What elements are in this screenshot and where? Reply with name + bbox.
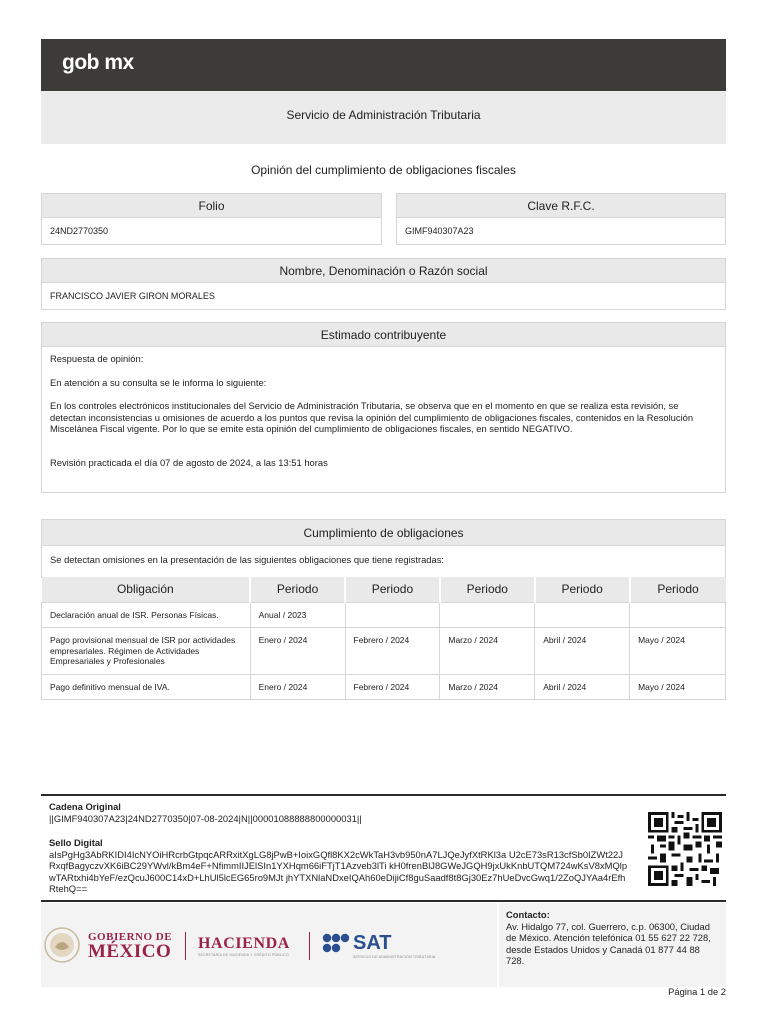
obligations-table xyxy=(41,577,726,700)
gobierno-text: GOBIERNO DE xyxy=(88,931,173,943)
obligations-header-row xyxy=(42,577,726,602)
sello-digital xyxy=(49,837,629,895)
qr-code-icon xyxy=(648,812,722,886)
cadena-value: ||GIMF940307A23|24ND2770350|07-08-2024|N||00001088888800000031|| xyxy=(49,812,362,824)
estimado-body xyxy=(42,347,725,486)
table-cell xyxy=(630,602,726,628)
logo-separator xyxy=(185,932,186,960)
folio-value: 24ND2770350 xyxy=(50,226,109,236)
name-value: FRANCISCO JAVIER GIRON MORALES xyxy=(50,291,215,301)
hacienda-text: HACIENDA xyxy=(198,935,290,952)
logo-separator xyxy=(309,932,310,960)
divider xyxy=(41,794,726,796)
table-cell xyxy=(345,602,440,628)
estimado-p4: Revisión practicada el día 07 de agosto de 2024, a las 13:51 horas xyxy=(50,456,328,468)
estimado-p2: En atención a su consulta se le informa lo siguiente: xyxy=(50,376,267,388)
sat-text: SAT xyxy=(353,932,392,954)
estimado-p1: Respuesta de opinión: xyxy=(50,353,144,364)
table-cell: Anual / 2023 xyxy=(250,602,345,628)
table-cell: Enero / 2024 xyxy=(250,674,345,700)
rfc-value: GIMF940307A23 xyxy=(405,226,474,236)
contact-label: Contacto: xyxy=(506,909,550,920)
table-cell: Abril / 2024 xyxy=(535,628,630,675)
table-cell: Marzo / 2024 xyxy=(440,628,535,675)
table-row xyxy=(42,674,726,700)
sello-label: Sello Digital xyxy=(49,837,103,848)
gobmx-header xyxy=(41,39,726,91)
sat-subtitle: SERVICIO DE ADMINISTRACIÓN TRIBUTARIA xyxy=(353,955,436,959)
table-cell: Mayo / 2024 xyxy=(630,628,726,675)
agency-name: Servicio de Administración Tributaria xyxy=(286,108,481,122)
name-box xyxy=(41,258,726,310)
table-row xyxy=(42,602,726,628)
table-cell: Pago provisional mensual de ISR por actividades empresariales. Régimen de Actividades Empresariales y Profesionales xyxy=(42,628,251,675)
cumplimiento-intro: Se detectan omisiones en la presentación de las siguientes obligaciones que tiene registradas: xyxy=(50,554,445,565)
hacienda-subtitle: SECRETARÍA DE HACIENDA Y CRÉDITO PÚBLICO xyxy=(198,953,289,957)
cadena-label: Cadena Original xyxy=(49,801,121,812)
rfc-label: Clave R.F.C. xyxy=(397,194,725,218)
mexico-text: MÉXICO xyxy=(88,941,172,962)
contact-text: Av. Hidalgo 77, col. Guerrero, c.p. 06300, Ciudad de México. Atención telefónica 01 55 627 22 728, desde Estados Unidos y Canadá 01 877 44 88 728. xyxy=(506,920,711,966)
table-cell: Febrero / 2024 xyxy=(345,674,440,700)
document-title: Opinión del cumplimiento de obligaciones fiscales xyxy=(251,163,516,177)
estimado-label: Estimado contribuyente xyxy=(42,323,725,347)
national-seal-icon xyxy=(43,925,81,965)
col-periodo: Periodo xyxy=(630,577,726,602)
cumplimiento-box xyxy=(41,519,726,578)
table-cell: Enero / 2024 xyxy=(250,628,345,675)
table-cell: Mayo / 2024 xyxy=(630,674,726,700)
folio-box xyxy=(41,193,382,245)
col-periodo: Periodo xyxy=(535,577,630,602)
table-cell xyxy=(440,602,535,628)
col-periodo: Periodo xyxy=(250,577,345,602)
page-number: Página 1 de 2 xyxy=(668,986,726,997)
gobmx-logo[interactable]: gob mx xyxy=(62,51,134,74)
agency-band xyxy=(41,91,726,144)
table-cell xyxy=(535,602,630,628)
col-periodo: Periodo xyxy=(345,577,440,602)
folio-label: Folio xyxy=(42,194,381,218)
table-row xyxy=(42,628,726,675)
sello-value: aIsPgHg3AbRKIDI4IcNYOiHRcrbGtpqcARRxitXgLG8jPwB+IoixGQfl8KX2cWkTaH3vb950nA7LJQeJyfXtRKl3a U2cE73sR13cfSb0IZWt22JRxqfBagyczvXK6iBC29YWvl/kBm4eF+NfimmIIJElSIn1YXHqm66iFTjT1Azveb3lTi kH0frenBlJ8GWeJGQH9jxUkKnbUTQM724wKsV8xMQlpwTARtxhi4bYeF/ezQcuJ600C14xD+LhUl5lcEG65ro9MJt jhYTXNlaNDxeIQAh60eDijiCf8guSaadf8t8Gj30Ez7hUeDvcGwq1/2ZoQJYAa4rEfhRtehQ== xyxy=(49,848,628,894)
contact-box xyxy=(499,903,726,987)
estimado-box xyxy=(41,322,726,493)
col-obligacion: Obligación xyxy=(42,577,251,602)
table-cell: Marzo / 2024 xyxy=(440,674,535,700)
cadena-original xyxy=(49,801,629,824)
table-cell: Febrero / 2024 xyxy=(345,628,440,675)
name-label: Nombre, Denominación o Razón social xyxy=(42,259,725,283)
cumplimiento-label: Cumplimiento de obligaciones xyxy=(42,520,725,546)
table-cell: Abril / 2024 xyxy=(535,674,630,700)
table-cell: Declaración anual de ISR. Personas Físicas. xyxy=(42,602,251,628)
estimado-p3: En los controles electrónicos institucionales del Servicio de Administración Tributaria, se observa que en el momento en que se realiza esta revisión, se detectan inconsistencias u omisiones de acuerdo a los puntos que revisa la opinión del cumplimiento de obligaciones fiscales, contenidos en la Resolución Miscelánea Fiscal vigente. Por lo que se emite esta opinión del cumplimiento de obligaciones fiscales, en sentido NEGATIVO. xyxy=(50,400,694,434)
table-cell: Pago definitivo mensual de IVA. xyxy=(42,674,251,700)
sat-logo-icon xyxy=(322,933,350,957)
rfc-box xyxy=(396,193,726,245)
col-periodo: Periodo xyxy=(440,577,535,602)
divider xyxy=(41,900,726,902)
